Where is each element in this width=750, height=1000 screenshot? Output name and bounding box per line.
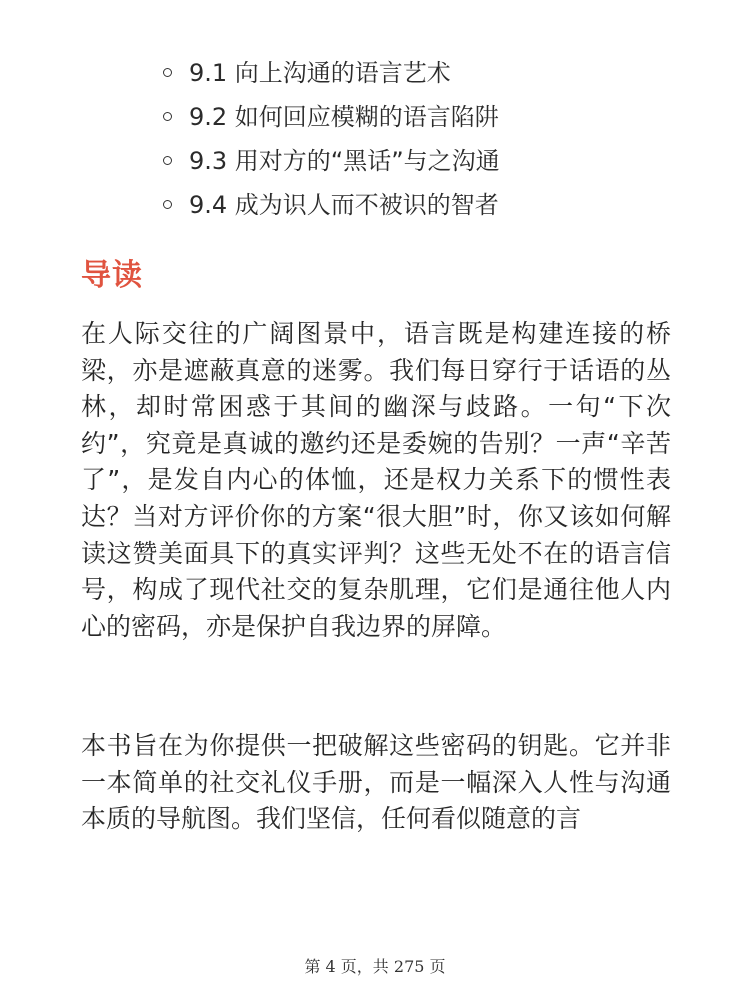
- hollow-circle-bullet-icon: [163, 200, 172, 209]
- toc-item-9-3[interactable]: [0, 139, 750, 183]
- page-number-footer: 第 4 页，共 275 页: [304, 957, 446, 976]
- toc-item-label: 9.2 如何回应模糊的语言陷阱: [189, 103, 499, 131]
- body-paragraph-1: 在人际交往的广阔图景中，语言既是构建连接的桥梁，亦是遮蔽真意的迷雾。我们每日穿行于话语的丛林，却时常困惑于其间的幽深与歧路。一句“下次约”，究竟是真诚的邀约还是委婉的告别？一声“辛苦了”，是发自内心的体恤，还是权力关系下的惯性表达？当对方评价你的方案“很大胆”时，你又该如何解读这赞美面具下的真实评判？这些无处不在的语言信号，构成了现代社交的复杂肌理，它们是通往他人内心的密码，亦是保护自我边界的屏障。: [81, 319, 671, 641]
- hollow-circle-bullet-icon: [163, 156, 172, 165]
- toc-item-label: 9.1 向上沟通的语言艺术: [189, 59, 451, 87]
- body-paragraph-2: 本书旨在为你提供一把破解这些密码的钥匙。它并非一本简单的社交礼仪手册，而是一幅深入人性与沟通本质的导航图。我们坚信，任何看似随意的言: [81, 731, 671, 834]
- toc-item-9-2[interactable]: [0, 95, 750, 139]
- toc-item-9-1[interactable]: [0, 51, 750, 95]
- section-heading: 导读: [81, 258, 143, 293]
- toc-item-label: 9.3 用对方的“黑话”与之沟通: [189, 147, 500, 175]
- toc-item-label: 9.4 成为识人而不被识的智者: [189, 191, 499, 219]
- toc-list: [0, 51, 750, 227]
- hollow-circle-bullet-icon: [163, 112, 172, 121]
- hollow-circle-bullet-icon: [163, 68, 172, 77]
- toc-item-9-4[interactable]: [0, 183, 750, 227]
